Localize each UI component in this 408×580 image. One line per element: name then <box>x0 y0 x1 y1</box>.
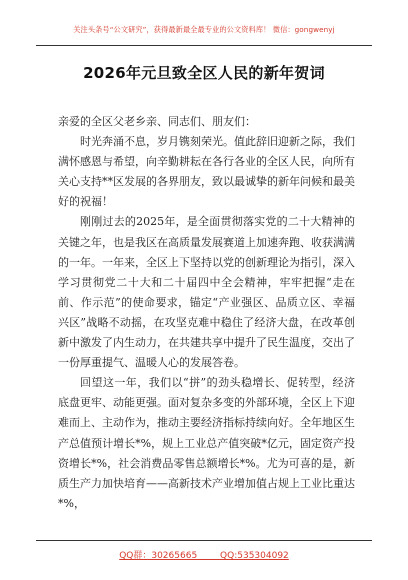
document-title: 2026年元旦致全区人民的新年贺词 <box>83 64 325 82</box>
document-body <box>58 112 355 514</box>
promo-banner: 关注头条号“公文研究”，获得最新最全最专业的公文资料库！ 微信：gongwenyj <box>73 25 335 34</box>
footer-contact: QQ群：30265665 QQ:535304092 <box>119 551 289 561</box>
paragraph: 回望这一年，我们以“拼”的劲头稳增长、促转型，经济底盘更牢、动能更强。面对复杂多变的外部环境，全区上下迎难而上、主动作为，推动主要经济指标持续向好。全年地区生产总值预计增长*%，规上工业总产值突破*亿元，固定资产投资增长*%，社会消费品零售总额增长*%。尤为可喜的是，新质生产力加快培育——高新技术产业增加值占规上工业比重达*%， <box>58 376 355 510</box>
header-divider <box>36 45 372 46</box>
footer-divider <box>36 540 372 541</box>
salutation: 亲爱的全区父老乡亲、同志们、朋友们： <box>58 115 256 128</box>
paragraph: 时光奔涌不息，岁月镌刻荣光。值此辞旧迎新之际，我们满怀感恩与希望，向辛勤耕耘在各行各业的全区人民，向所有关心支持**区发展的各界朋友，致以最诚挚的新年问候和最美好的祝福！ <box>58 135 355 209</box>
paragraph: 刚刚过去的2025年，是全面贯彻落实党的二十大精神的关键之年，也是我区在高质量发展赛道上加速奔跑、收获满满的一年。一年来，全区上下坚持以党的创新理论为指引，深入学习贯彻党二十大和二十届四中全会精神，牢牢把握“走在前、作示范”的使命要求，锚定“产业强区、品质立区、幸福兴区”战略不动摇，在攻坚克难中稳住了经济大盘，在改革创新中激发了内生动力，在共建共享中提升了民生温度，交出了一份厚重提气、温暖人心的发展答卷。 <box>58 215 355 370</box>
